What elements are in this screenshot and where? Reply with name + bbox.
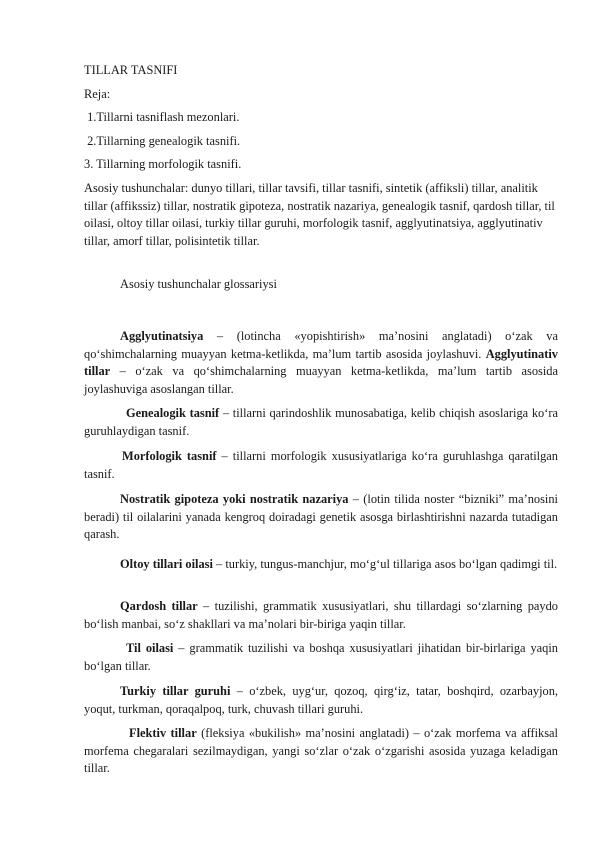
glossary-definition: – tillarni qarindoshlik munosabatiga, kelib chiqish asoslariga ko‘ra guruhlaydigan tasnif.: [84, 406, 558, 438]
key-concepts-paragraph: Asosiy tushunchalar: dunyo tillari, tillar tavsifi, tillar tasnifi, sintetik (affiksli) tillar, analitik tillar (affikssiz) tillar, nostratik gipoteza, nostratik nazariya, genealogik tasnif, qardosh tillar, til oilasi, oltoy tillar oilasi, turkiy tillar guruhi, morfologik tasnif, agglyutinatsiya, agglyutinativ tillar, amorf tillar, polisintetik tillar.: [84, 181, 555, 248]
glossary-definition: – turkiy, tungus-manchjur, mo‘g‘ul tillariga asos bo‘lgan qadimgi til.: [212, 557, 558, 571]
document-title: TILLAR TASNIFI: [84, 63, 178, 77]
glossary-term: Agglyutinatsiya: [120, 329, 204, 343]
glossary-entry: [84, 448, 558, 483]
glossary-entry: [84, 491, 558, 544]
glossary-term: Nostratik gipoteza yoki nostratik nazariya: [120, 492, 349, 506]
glossary-term: Morfologik tasnif: [122, 449, 217, 463]
glossary-definition: – o‘zbek, uyg‘ur, qozoq, qirg‘iz, tatar, boshqird, ozarbayjon, yoqut, turkman, qoraqalpoq, turk, chuvash tillari guruhi.: [84, 684, 558, 716]
glossary-term: Flektiv tillar: [129, 726, 197, 740]
glossary-entry: [84, 328, 558, 398]
glossary-definition: – tillarni morfologik xususiyatlariga ko‘ra guruhlashga qaratilgan tasnif.: [84, 449, 558, 481]
plan-label: Reja:: [84, 87, 111, 101]
glossary-definition: – grammatik tuzilishi va boshqa xususiyatlari jihatidan bir-birlariga yaqin bo‘lgan tillar.: [84, 641, 558, 673]
glossary-term: Agglyutinativ tillar: [84, 346, 558, 378]
glossary-term: Oltoy tillari oilasi: [120, 557, 213, 571]
glossary-definition: – o‘zak va qo‘shimchalarning muayyan ketma-ketlikda, ma’lum tartib asosida joylashuviga asoslangan tillar.: [84, 364, 558, 396]
plan-item: 3. Tillarning morfologik tasnifi.: [84, 157, 242, 171]
glossary-entry: [84, 725, 558, 778]
glossary-definition: – (lotin tilida noster “bizniki” ma’nosini beradi) til oilalarini yanada kengroq doiradagi genetik asosga birlashtirishni nazarda tutadigan qarash.: [84, 492, 558, 541]
glossary-entry: [84, 405, 558, 440]
plan-item: 2.Tillarning genealogik tasnifi.: [84, 134, 241, 148]
glossary-term: Qardosh tillar: [120, 599, 198, 613]
glossary-term: Til oilasi: [126, 641, 174, 655]
glossary-term: Turkiy tillar guruhi: [120, 684, 231, 698]
glossary-entry: [84, 598, 558, 633]
glossary-entry: [84, 683, 558, 718]
glossary-entry: [84, 640, 558, 675]
glossary-definition: (fleksiya «bukilish» ma’nosini anglatadi) – o‘zak morfema va affiksal morfema chegaralari sezilmaydigan, yangi so‘zlar o‘zak o‘zgarishi asosida yuzaga keladigan tillar.: [84, 726, 558, 775]
glossary-definition: – (lotincha «yopishtirish» ma’nosini anglatadi) o‘zak va qo‘shimchalarning muayyan ketma-ketlikda, ma’lum tartib asosida joylashuvi.: [84, 329, 558, 361]
glossary-definition: – tuzilishi, grammatik xususiyatlari, shu tillardagi so‘zlarning paydo bo‘lish manbai, so‘z shakllari va ma’nolari bir-biriga yaqin tillar.: [84, 599, 558, 631]
glossary-heading: Asosiy tushunchalar glossariysi: [120, 277, 277, 291]
glossary-term: Genealogik tasnif: [126, 406, 220, 420]
plan-item: 1.Tillarni tasniflash mezonlari.: [84, 110, 240, 124]
glossary-entry: [84, 556, 558, 574]
